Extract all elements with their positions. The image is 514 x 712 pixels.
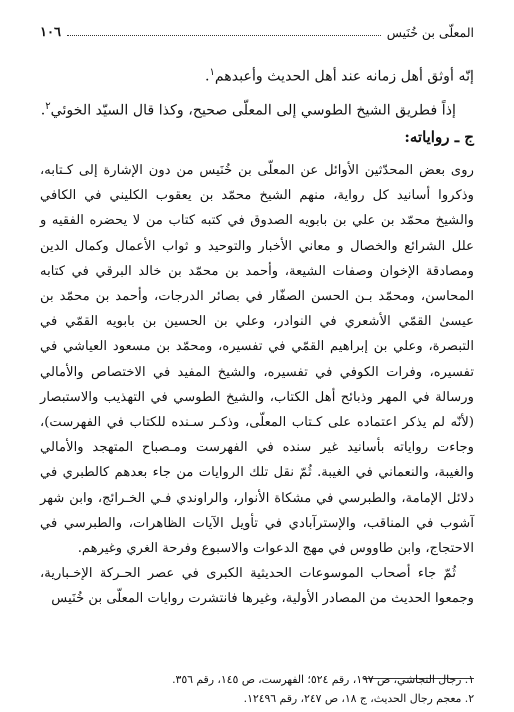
page-header (40, 20, 474, 40)
section-heading: ج ـ رواياته: (404, 128, 474, 146)
body-text (40, 158, 474, 612)
intro-line-1: إنّه أوثق أهل زمانه عند أهل الحديث وأعبدهم$^١$. (204, 67, 474, 85)
header-dotted-leader (67, 35, 381, 36)
paragraph-1: روى بعض المحدّثين الأوائل عن المعلّى بن خُنَيس من دون الإشارة إلى كـتابه، وذكروا أسانيد كل رواية، منهم الشيخ محمّد بن يعقوب الكليني في الكافي والشيخ محمّد بن علي بن بابويه الصدوق في كتبه كتاب من لا يحضره الفقيه و علل الشرائع والخصال و معاني الأخبار والتوحيد و ثواب الأعمال وكمال الدين ومصادقة الإخوان وصفات الشيعة، وأحمد بن محمّد بن خالد البرقي في كتابه المحاسن، ومحمّد بـن الحسن الصفّار في بصائر الدرجات، وأحمد بن محمّد بن عيسىٰ القمّي الأشعري في النوادر، وعلي بن الحسين بن بابويه القمّي في التبصرة، وعلي بن إبراهيم القمّي في تفسيره، ومحمّد بن مسعود العياشي في تفسيره، وفرات الكوفي في تفسيره، والشيخ المفيد في الاختصاص والأمالي ورسالة في المهر وذبائح أهل الكتاب، والشيخ الطوسي في التهذيب والاستبصار (لأنّه لم يذكر اعتماده على كـتاب المعلّى، وذكـر سـنده للكتاب في الفهرست)، وجاءت رواياته بأسانيد غير سنده في الفهرست ومـصباح المتهجد والأمالي والغيبة، والنعماني في الغيبة. ثُمّ نقل تلك الروايات من جاء بعدهم كالطبري في دلائل الإمامة، والطبرسي في مشكاة الأنوار، والراوندي فـي الخـرائج، وابن شهر آشوب في المناقب، والإسترآبادي في تأويل الآيات الظاهرات، والطبرسي في الاحتجاج، وابن طاووس في مهج الدعوات والاسبوع وفرحة الغري وغيرهم. (40, 163, 474, 557)
footnotes (40, 670, 474, 708)
running-title: المعلّى بن خُنَيس (386, 25, 474, 40)
intro-line-2: إذاً فطريق الشيخ الطوسي إلى المعلّى صحيح، وكذا قال السيّد الخوئي$^٢$. (40, 100, 456, 119)
paragraph-2: ثُمّ جاء أصحاب الموسوعات الحديثية الكبرى في عصر الحـركة الإخـبارية، وجمعوا الحديث من المصادر الأولية، وغيرها فانتشرت روايات المعلّى بن خُنَيس (40, 566, 474, 607)
intro-text (40, 58, 474, 125)
footnote-2: ٢. معجم رجال الحديث، ج ١٨، ص ٢٤٧، رقم ١٢٤٩٦. (243, 692, 474, 705)
footnote-1: ١. رجال النجاشي، ص ١٩٧، رقم ٥٢٤؛ الفهرست، ص ١٤٥، رقم ٣٥٦. (172, 673, 474, 686)
page-number: ١٠٦ (40, 25, 61, 40)
footnote-ref-1: ١ (209, 67, 215, 78)
footnote-ref-2: ٢ (45, 100, 51, 112)
